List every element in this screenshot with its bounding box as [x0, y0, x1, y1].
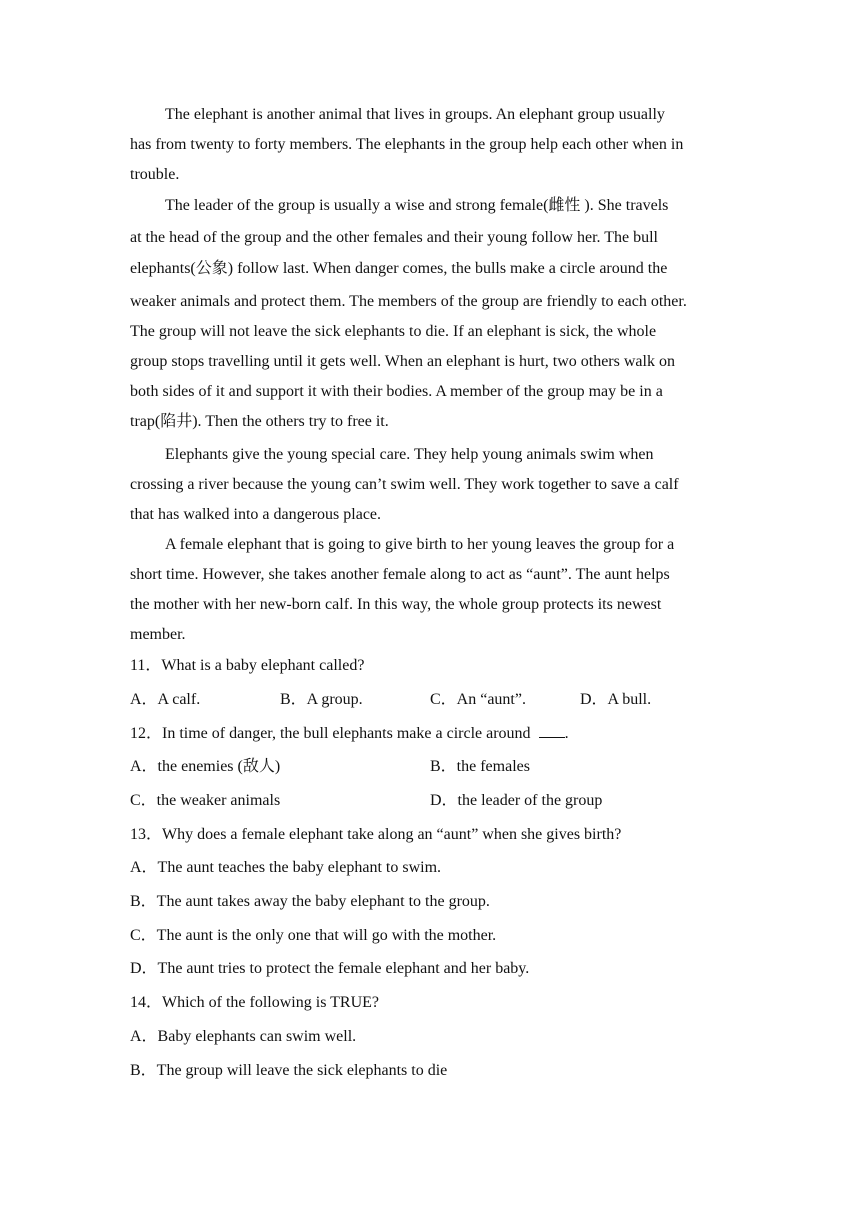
- passage-line: the mother with her new-born calf. In this way, the whole group protects its newest: [130, 596, 662, 613]
- passage-line: trouble.: [130, 166, 180, 183]
- passage-line: elephants(公象) follow last. When danger comes, the bulls make a circle around the: [130, 260, 668, 277]
- passage-line: trap(陷井). Then the others try to free it.: [130, 413, 389, 430]
- question-12-stem-text: 12．In time of danger, the bull elephants make a circle around: [130, 725, 531, 742]
- question-11-stem: 11．What is a baby elephant called?: [130, 657, 365, 674]
- question-12-option-b[interactable]: B．the females: [430, 758, 530, 775]
- passage-line: has from twenty to forty members. The elephants in the group help each other when in: [130, 136, 684, 153]
- question-12-stem: [130, 723, 569, 744]
- passage-line: crossing a river because the young can’t swim well. They work together to save a calf: [130, 476, 679, 493]
- passage-line: at the head of the group and the other females and their young follow her. The bull: [130, 229, 658, 246]
- passage-line: both sides of it and support it with their bodies. A member of the group may be in a: [130, 383, 663, 400]
- question-11-option-d[interactable]: D．A bull.: [580, 691, 652, 708]
- question-11-option-b[interactable]: B．A group.: [280, 691, 363, 708]
- passage-line: group stops travelling until it gets well. When an elephant is hurt, two others walk on: [130, 353, 675, 370]
- question-11-option-c[interactable]: C．An “aunt”.: [430, 691, 526, 708]
- question-12-option-a[interactable]: A．the enemies (敌人): [130, 758, 281, 775]
- passage-line: short time. However, she takes another female along to act as “aunt”. The aunt helps: [130, 566, 670, 583]
- question-13-option-b[interactable]: B．The aunt takes away the baby elephant to the group.: [130, 893, 490, 910]
- passage-line: The leader of the group is usually a wise and strong female(雌性 ). She travels: [165, 197, 669, 214]
- passage-line: member.: [130, 626, 186, 643]
- passage-line: The group will not leave the sick elephants to die. If an elephant is sick, the whole: [130, 323, 657, 340]
- passage-line: that has walked into a dangerous place.: [130, 506, 382, 523]
- answer-blank: [539, 723, 565, 738]
- passage-line: A female elephant that is going to give birth to her young leaves the group for a: [165, 536, 675, 553]
- question-13-option-c[interactable]: C．The aunt is the only one that will go with the mother.: [130, 927, 497, 944]
- question-11-option-a[interactable]: A．A calf.: [130, 691, 201, 708]
- question-13-option-d[interactable]: D．The aunt tries to protect the female elephant and her baby.: [130, 960, 530, 977]
- question-12-stem-end: .: [564, 725, 569, 742]
- passage-line: weaker animals and protect them. The members of the group are friendly to each other.: [130, 293, 687, 310]
- question-13-option-a[interactable]: A．The aunt teaches the baby elephant to swim.: [130, 859, 442, 876]
- question-14-stem: 14．Which of the following is TRUE?: [130, 994, 380, 1011]
- question-14-option-b[interactable]: B．The group will leave the sick elephants to die: [130, 1062, 448, 1079]
- passage-line: Elephants give the young special care. They help young animals swim when: [165, 446, 654, 463]
- question-14-option-a[interactable]: A．Baby elephants can swim well.: [130, 1028, 357, 1045]
- question-12-option-c[interactable]: C．the weaker animals: [130, 792, 281, 809]
- passage-line: The elephant is another animal that lives in groups. An elephant group usually: [165, 106, 665, 123]
- question-12-option-d[interactable]: D．the leader of the group: [430, 792, 603, 809]
- question-13-stem: 13．Why does a female elephant take along an “aunt” when she gives birth?: [130, 826, 622, 843]
